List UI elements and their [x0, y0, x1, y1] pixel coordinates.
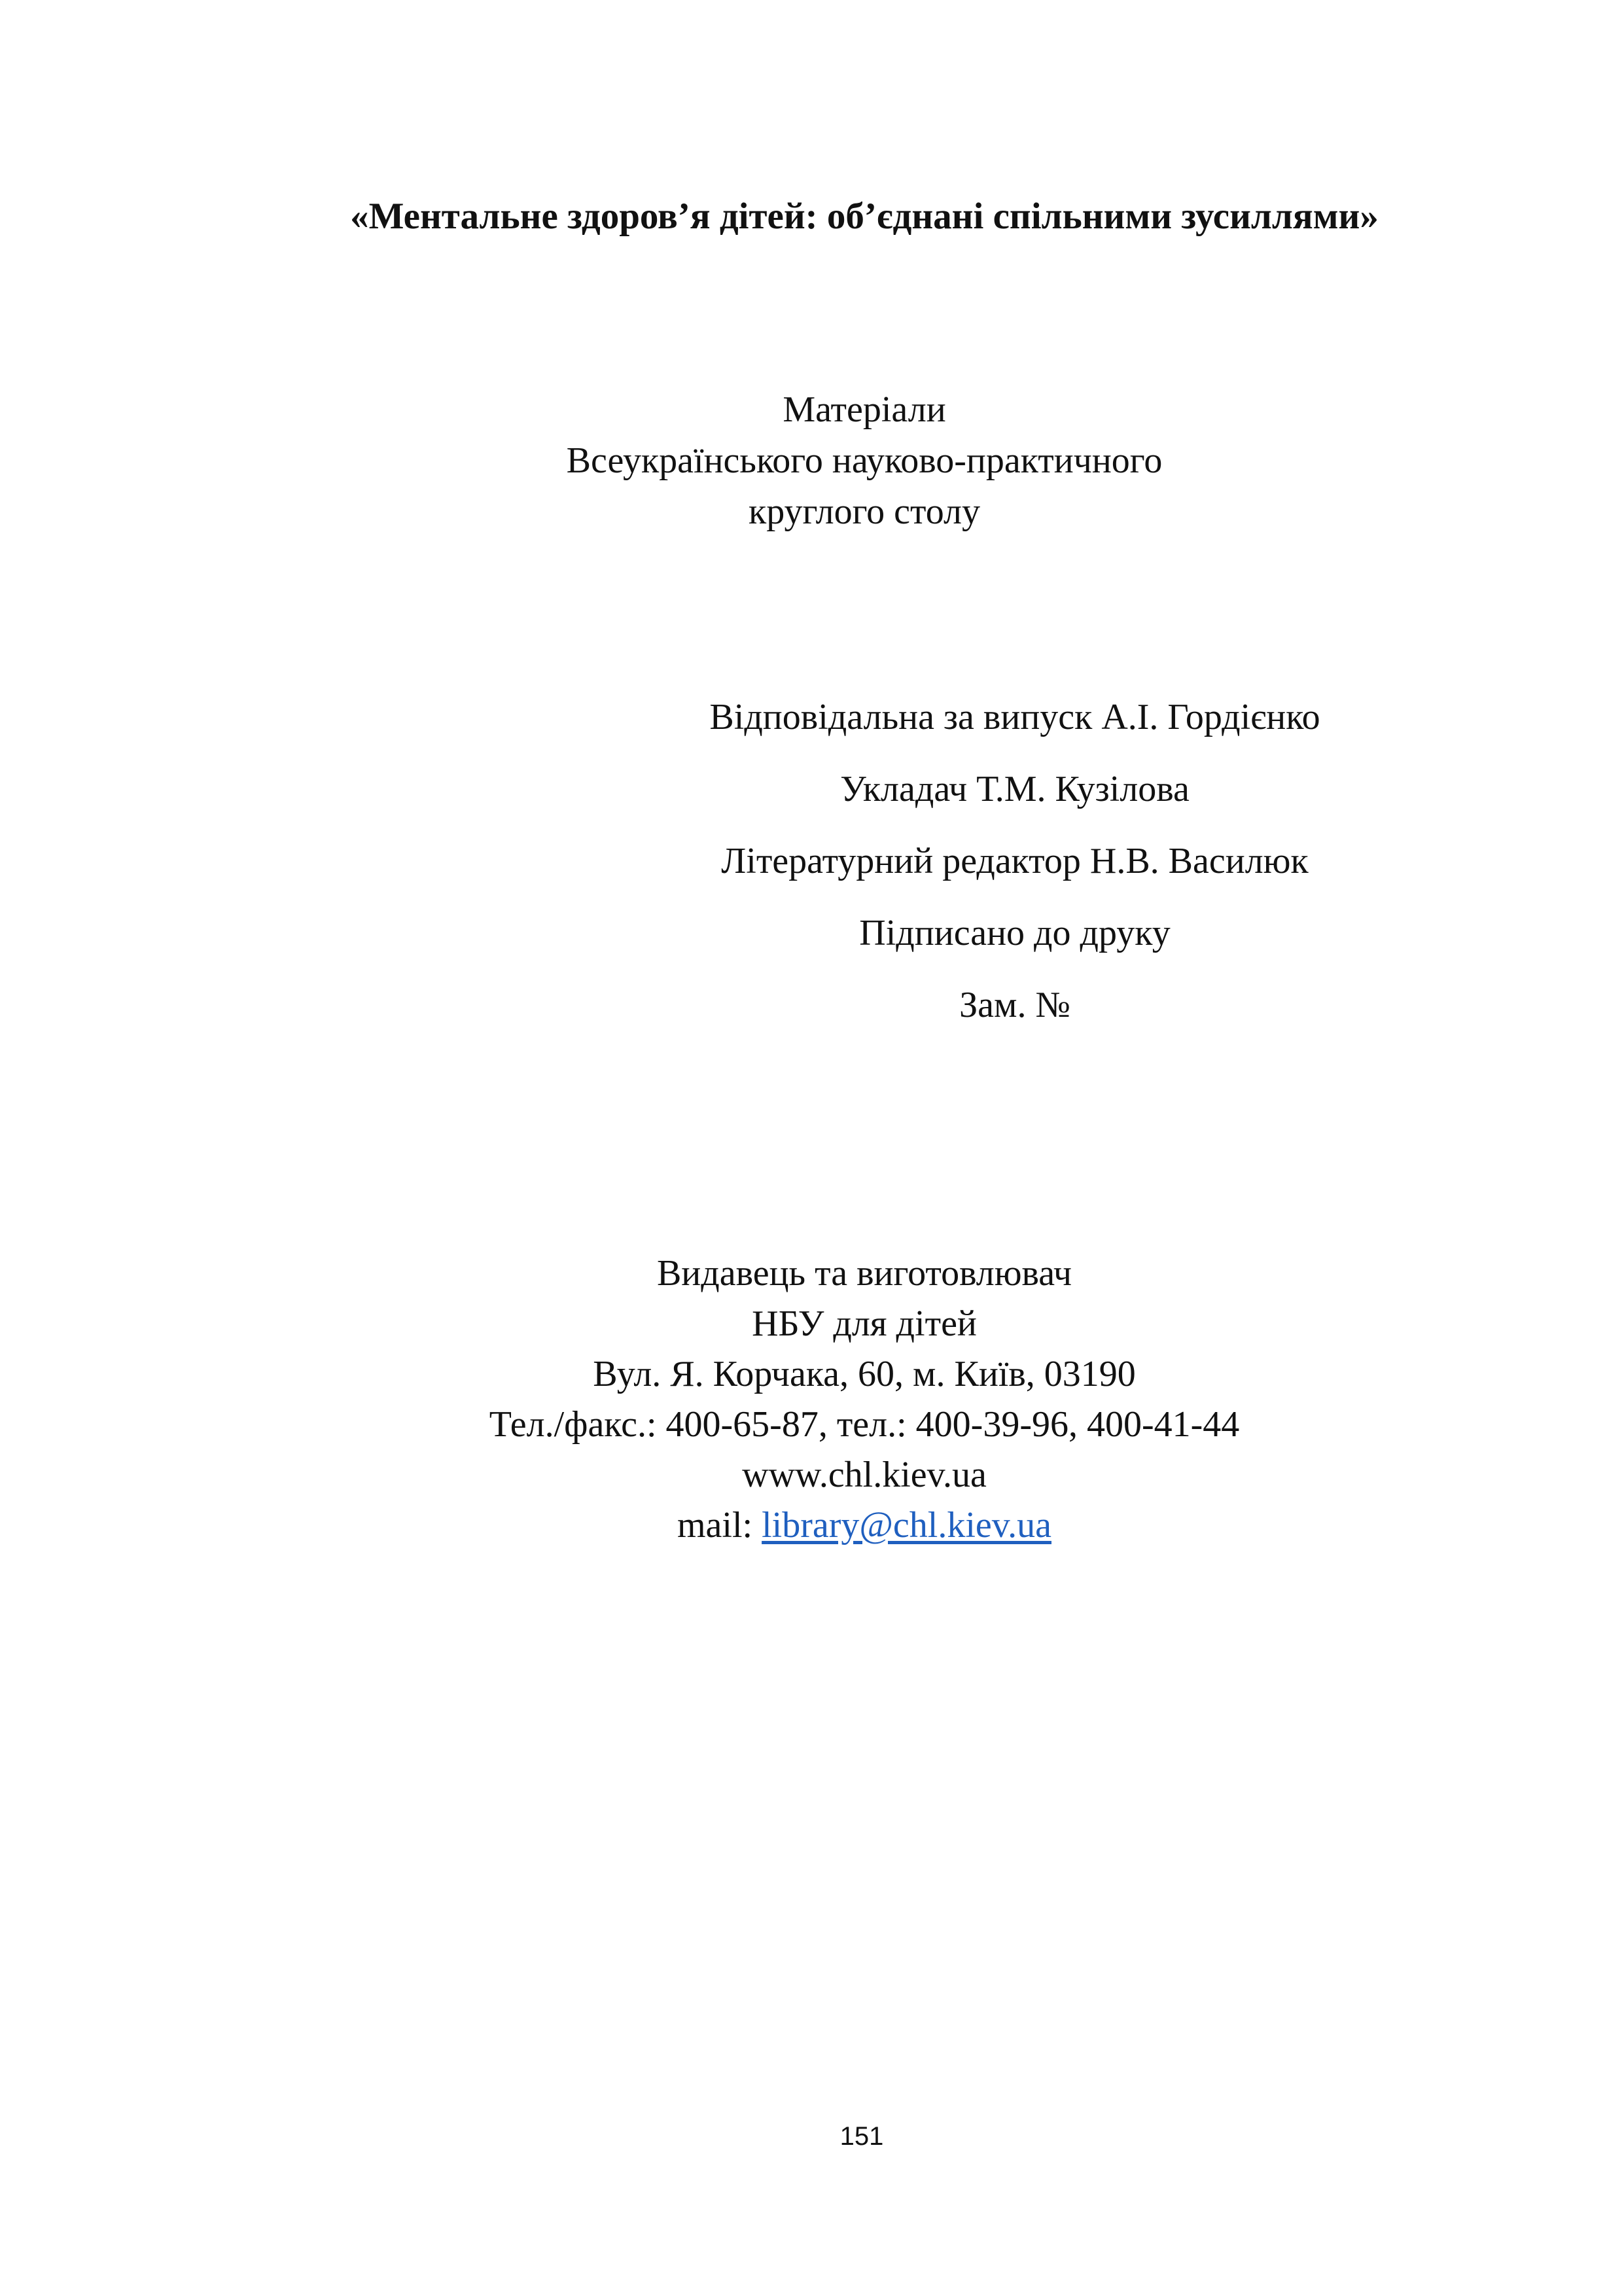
materials-line-1: Матеріали	[783, 389, 946, 430]
credit-signed: Підписано до друку	[859, 913, 1171, 953]
credit-order: Зам. №	[959, 985, 1070, 1025]
publisher-mail	[52, 1500, 1624, 1550]
credit-editor: Літературний редактор Н.В. Василюк	[721, 841, 1309, 881]
mail-link[interactable]: library@chl.kiev.ua	[762, 1505, 1051, 1545]
publisher-website: www.chl.kiev.ua	[742, 1455, 987, 1495]
materials-line-3: круглого столу	[749, 491, 980, 532]
publisher-address: Вул. Я. Корчака, 60, м. Київ, 03190	[593, 1354, 1136, 1394]
credit-responsible: Відповідальна за випуск А.І. Гордієнко	[709, 697, 1320, 737]
credit-compiler: Укладач Т.М. Кузілова	[840, 769, 1190, 809]
document-title: «Ментальне здоров’я дітей: об’єднані спільними зусиллями»	[350, 196, 1379, 237]
publisher-phones: Тел./факс.: 400-65-87, тел.: 400-39-96, 400-41-44	[489, 1404, 1240, 1445]
publisher-line-1: Видавець та виготовлювач	[656, 1253, 1072, 1294]
publisher-line-2: НБУ для дітей	[752, 1303, 977, 1344]
page-number: 151	[839, 2122, 884, 2151]
mail-label: mail:	[677, 1505, 762, 1545]
materials-line-2: Всеукраїнського науково-практичного	[566, 440, 1163, 481]
